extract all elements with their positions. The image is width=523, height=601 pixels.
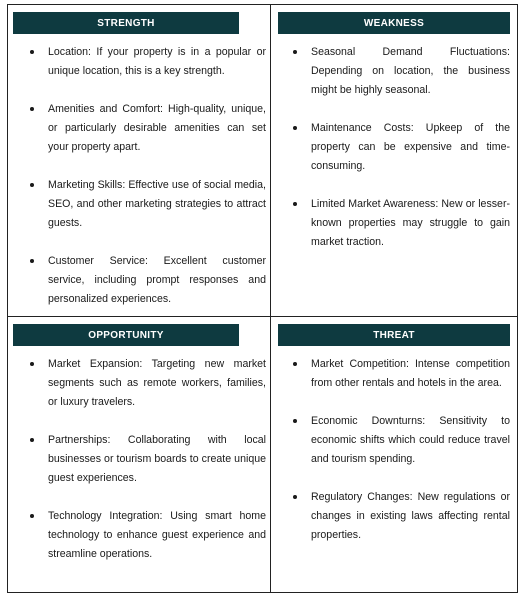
list-item: [26, 43, 266, 81]
bullet-icon: [293, 362, 297, 366]
list-item-text: Customer Service: Excellent customer service, including prompt responses and personalized experiences.: [48, 255, 266, 305]
bullet-icon: [30, 514, 34, 518]
list-item: [26, 431, 266, 488]
list-item: [289, 488, 510, 545]
list-item: [26, 176, 266, 233]
opportunity-quadrant: [8, 317, 271, 592]
bullet-icon: [293, 126, 297, 130]
bullet-icon: [30, 259, 34, 263]
list-item: [289, 195, 510, 252]
threat-list: [289, 355, 510, 564]
list-item: [26, 355, 266, 412]
list-item: [26, 100, 266, 157]
list-item-text: Technology Integration: Using smart home technology to enhance guest experience and streamline operations.: [48, 510, 266, 560]
bullet-icon: [30, 183, 34, 187]
bullet-icon: [30, 107, 34, 111]
list-item-text: Market Expansion: Targeting new market segments such as remote workers, families, or luxury travelers.: [48, 358, 266, 408]
swot-table: [7, 4, 518, 593]
list-item-text: Seasonal Demand Fluctuations: Depending on location, the business might be highly seasonal.: [311, 46, 510, 96]
list-item: [289, 412, 510, 469]
opportunity-list: [26, 355, 266, 583]
bullet-icon: [293, 419, 297, 423]
opportunity-header: OPPORTUNITY: [13, 324, 239, 346]
list-item: [289, 355, 510, 393]
bullet-icon: [293, 50, 297, 54]
list-item-text: Market Competition: Intense competition from other rentals and hotels in the area.: [311, 358, 510, 389]
list-item-text: Marketing Skills: Effective use of social media, SEO, and other marketing strategies to attract guests.: [48, 179, 266, 229]
weakness-list: [289, 43, 510, 271]
bullet-icon: [293, 202, 297, 206]
list-item-text: Location: If your property is in a popular or unique location, this is a key strength.: [48, 46, 266, 77]
strength-quadrant: [8, 5, 271, 317]
list-item: [26, 507, 266, 564]
threat-quadrant: [271, 317, 517, 592]
strength-header: STRENGTH: [13, 12, 239, 34]
list-item: [289, 43, 510, 100]
weakness-quadrant: [271, 5, 517, 317]
threat-header: THREAT: [278, 324, 510, 346]
bullet-icon: [293, 495, 297, 499]
list-item: [289, 119, 510, 176]
bullet-icon: [30, 50, 34, 54]
list-item: [26, 252, 266, 309]
list-item-text: Limited Market Awareness: New or lesser-known properties may struggle to gain market traction.: [311, 198, 510, 248]
list-item-text: Partnerships: Collaborating with local businesses or tourism boards to create unique guest experiences.: [48, 434, 266, 484]
list-item-text: Amenities and Comfort: High-quality, unique, or particularly desirable amenities can set your property apart.: [48, 103, 266, 153]
bullet-icon: [30, 438, 34, 442]
list-item-text: Maintenance Costs: Upkeep of the property can be expensive and time-consuming.: [311, 122, 510, 172]
list-item-text: Regulatory Changes: New regulations or changes in existing laws affecting rental properties.: [311, 491, 510, 541]
strength-list: [26, 43, 266, 328]
weakness-header: WEAKNESS: [278, 12, 510, 34]
bullet-icon: [30, 362, 34, 366]
list-item-text: Economic Downturns: Sensitivity to economic shifts which could reduce travel and tourism spending.: [311, 415, 510, 465]
